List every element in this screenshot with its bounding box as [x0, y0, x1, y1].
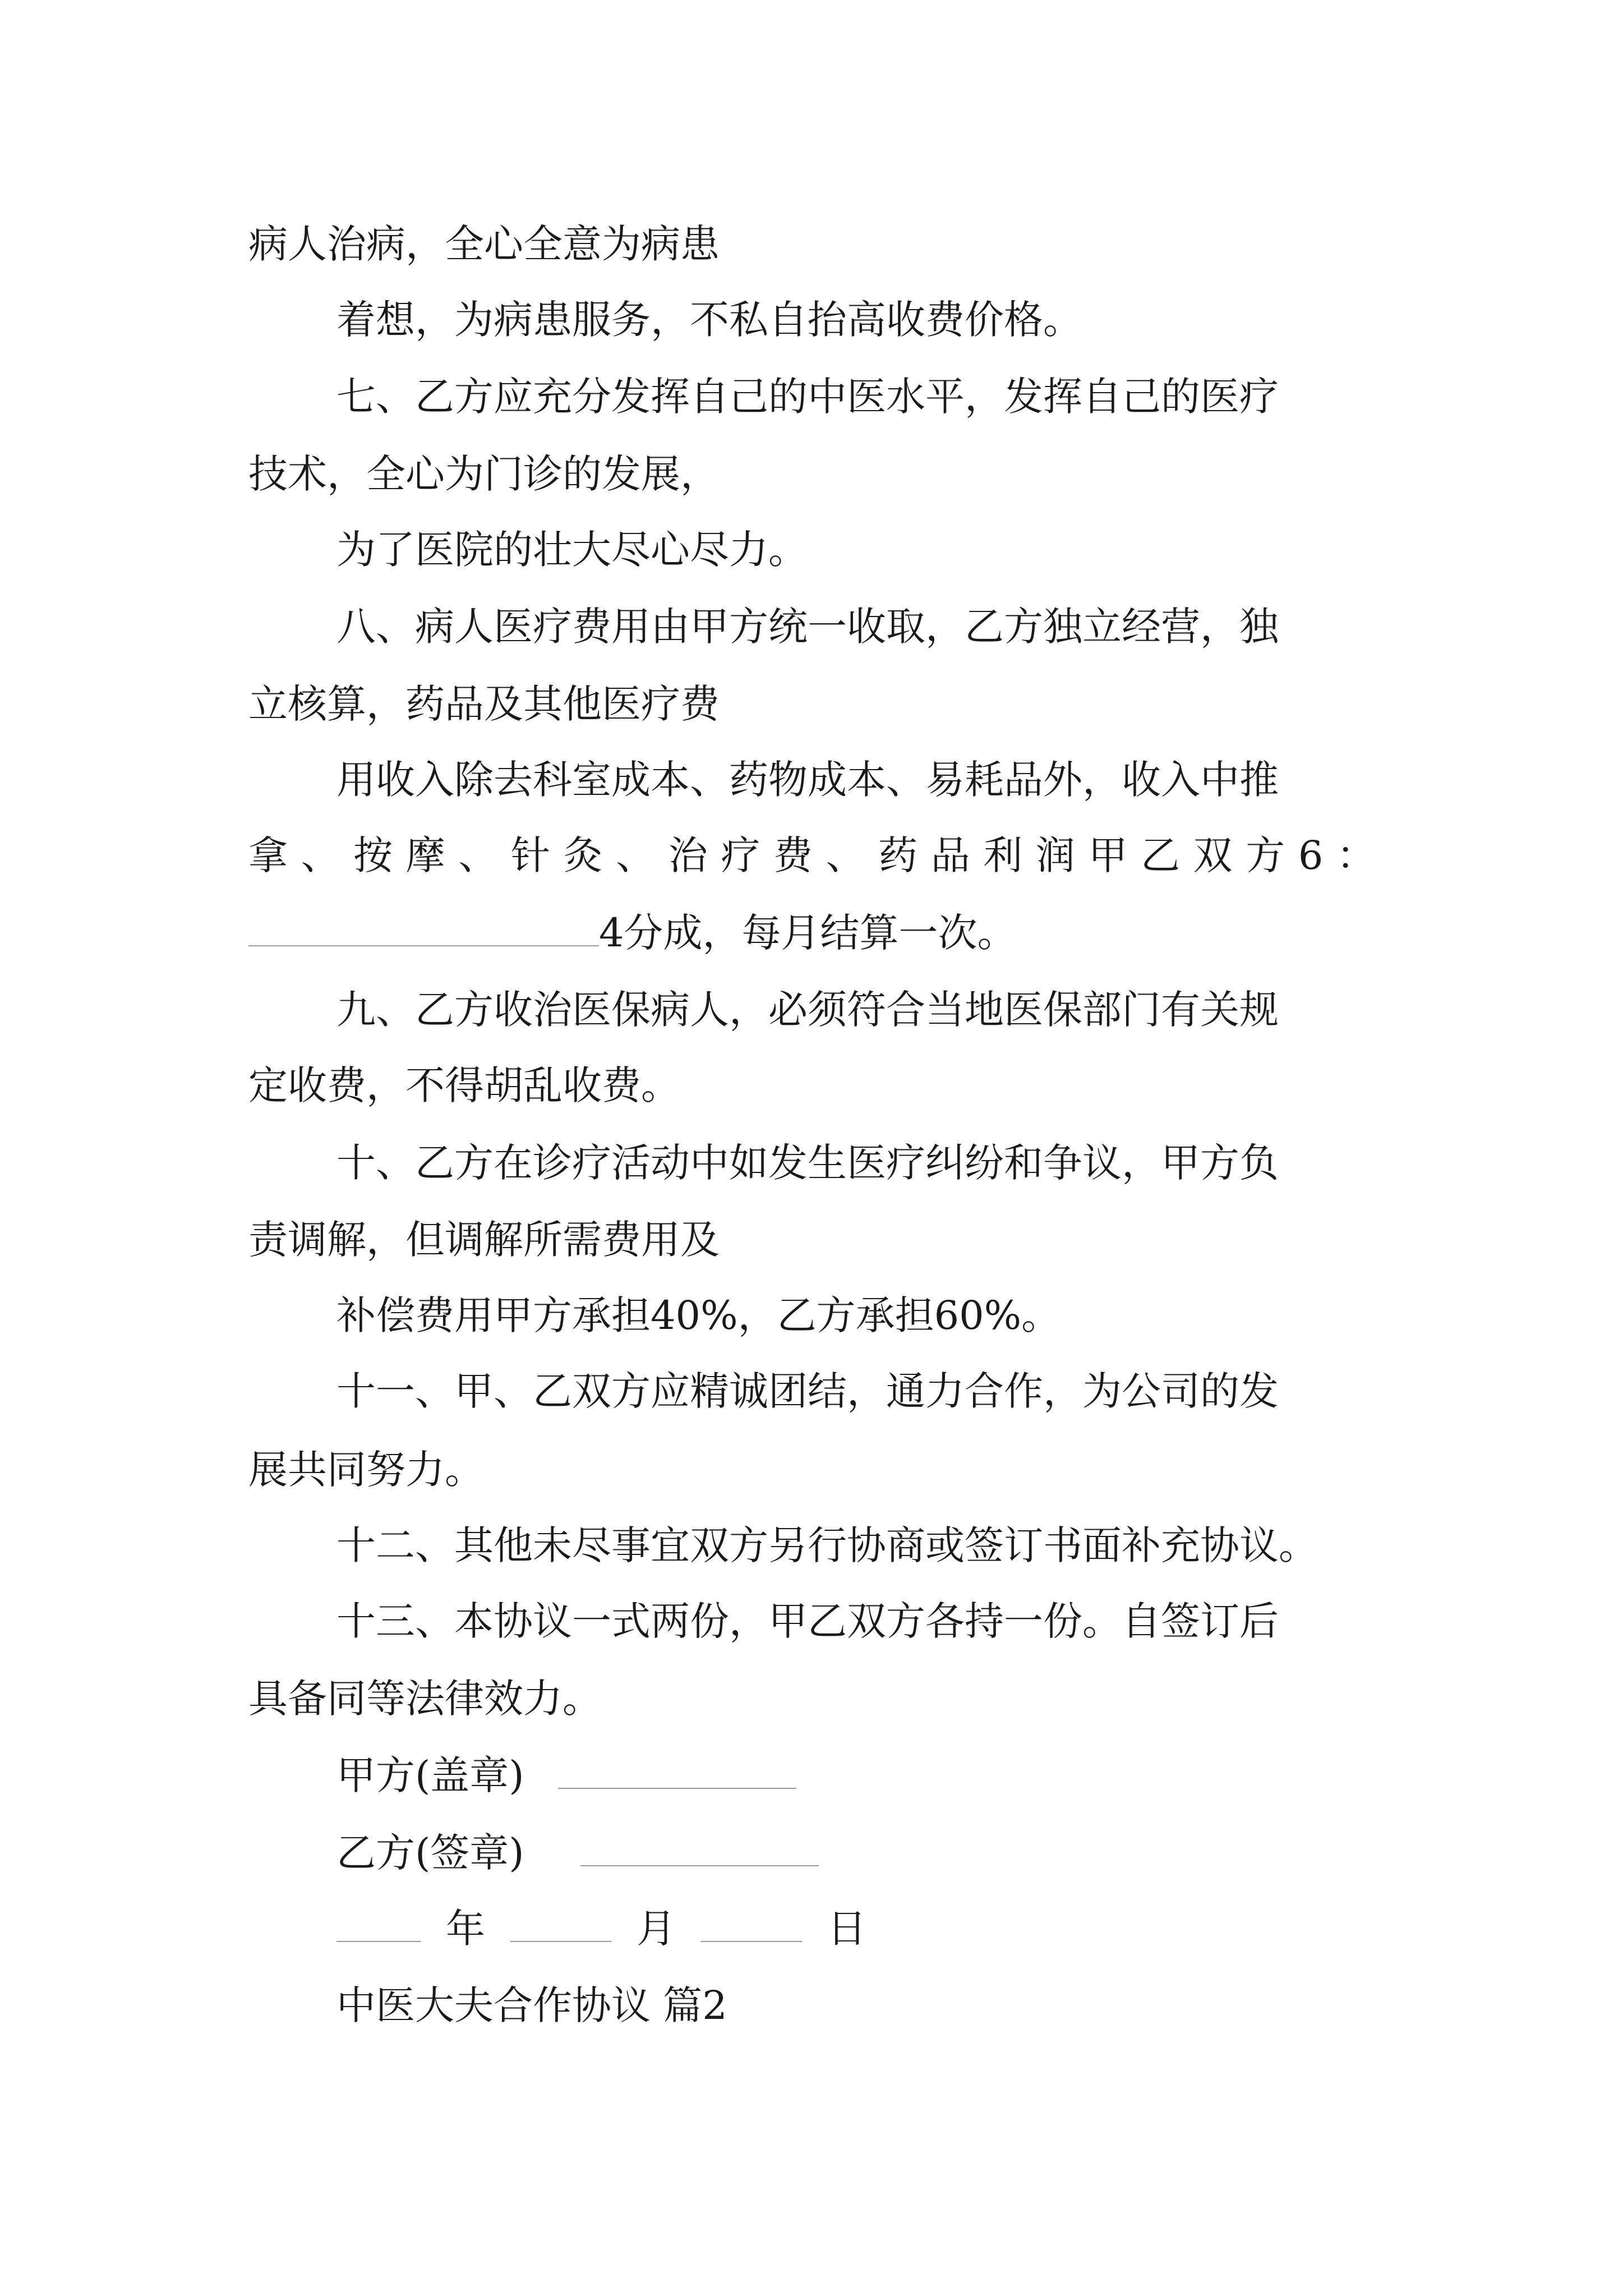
clause-11: 十一、甲、乙双方应精诚团结，通力合作，为公司的发 [336, 1368, 1279, 1414]
paragraph-line: 具备同等法律效力。 [248, 1676, 602, 1722]
clause-10: 十、乙方在诊疗活动中如发生医疗纠纷和争议，甲方负 [336, 1140, 1279, 1186]
clause-12: 十二、其他未尽事宜双方另行协商或签订书面补充协议。 [336, 1522, 1318, 1568]
signature-blank-line [580, 1836, 819, 1866]
clause-9: 九、乙方收治医保病人，必须符合当地医保部门有关规 [336, 987, 1279, 1033]
section-title: 中医大夫合作协议 篇2 [336, 1982, 727, 2028]
date-line [336, 1906, 866, 1952]
day-blank-line [701, 1912, 802, 1942]
paragraph-line: 为了医院的壮大尽心尽力。 [336, 527, 808, 573]
signature-label: 乙方(签章) [336, 1830, 524, 1876]
clause-13: 十三、本协议一式两份，甲乙双方各持一份。自签订后 [336, 1598, 1279, 1644]
paragraph-line: 责调解，但调解所需费用及 [248, 1217, 720, 1263]
signature-party-b [336, 1830, 819, 1876]
fill-blank-line [248, 916, 599, 946]
year-blank-line [336, 1912, 421, 1942]
signature-label: 甲方(盖章) [336, 1752, 524, 1798]
paragraph-line: 病人治病，全心全意为病患 [248, 221, 720, 267]
paragraph-line: 展共同努力。 [248, 1447, 484, 1493]
clause-8: 八、病人医疗费用由甲方统一收取，乙方独立经营，独 [336, 604, 1279, 650]
paragraph-line: 补偿费用甲方承担40%，乙方承担60%。 [336, 1292, 1061, 1338]
clause-7: 七、乙方应充分发挥自己的中医水平，发挥自己的医疗 [336, 374, 1279, 420]
paragraph-line: 着想，为病患服务，不私自抬高收费价格。 [336, 297, 1082, 343]
paragraph-text: 4分成，每月结算一次。 [599, 910, 1017, 956]
month-blank-line [510, 1912, 611, 1942]
paragraph-line: 定收费，不得胡乱收费。 [248, 1062, 680, 1108]
month-label: 月 [637, 1906, 676, 1952]
signature-blank-line [558, 1759, 796, 1789]
signature-party-a [336, 1752, 796, 1798]
day-label: 日 [827, 1906, 866, 1952]
paragraph-line: 技术，全心为门诊的发展， [248, 451, 720, 497]
paragraph-line: 用收入除去科室成本、药物成本、易耗品外，收入中推 [336, 757, 1279, 803]
paragraph-line: 拿、按摩、针灸、治疗费、药品利润甲乙双方6： [248, 832, 1376, 878]
paragraph-line: 立核算，药品及其他医疗费 [248, 681, 720, 727]
paragraph-line [248, 910, 1017, 956]
year-label: 年 [446, 1906, 485, 1952]
